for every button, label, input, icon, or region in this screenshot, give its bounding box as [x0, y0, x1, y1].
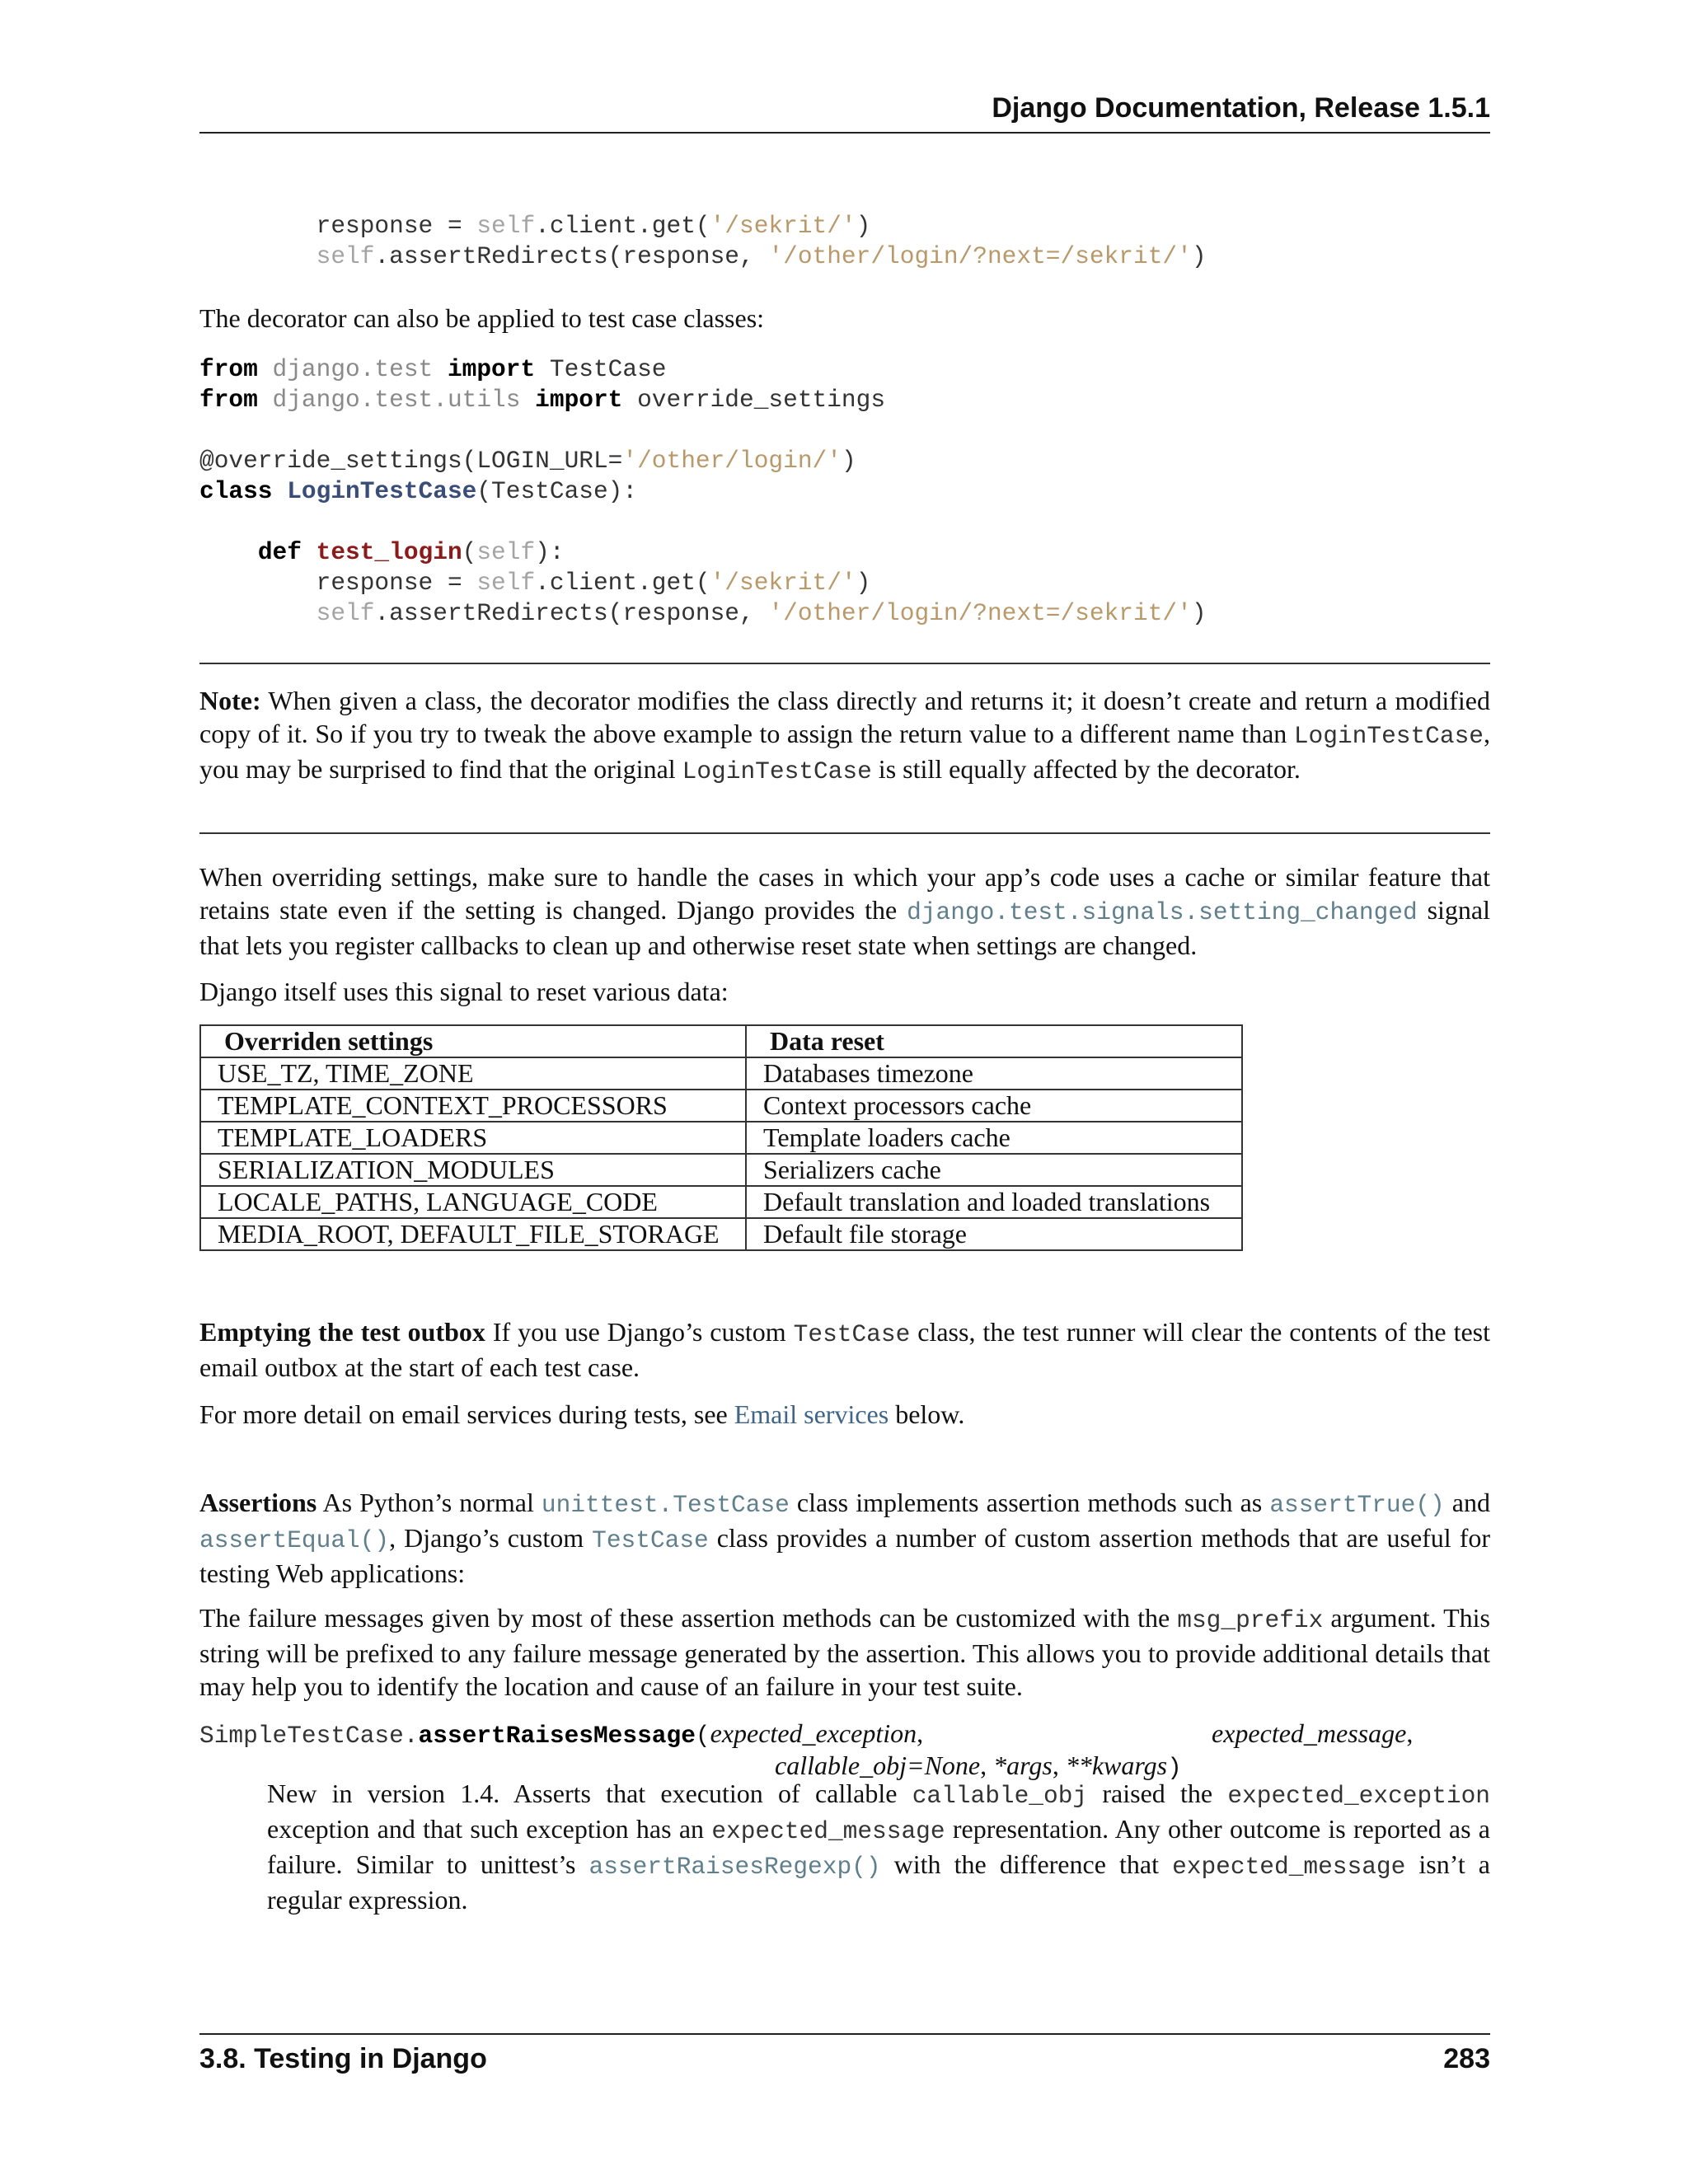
table-row: TEMPLATE_CONTEXT_PROCESSORS Context processors cache [200, 1090, 1242, 1122]
table-row: TEMPLATE_LOADERS Template loaders cache [200, 1122, 1242, 1154]
outbox-heading: Emptying the test outbox [199, 1317, 485, 1347]
paragraph-failure-messages: The failure messages given by most of these assertion methods can be customized with the msg_prefix argument. This string will be prefixed to any failure message generated by the assertion. This allows you to provide additional details that may help you to identify the location and cause of an failure in your test suite. [199, 1603, 1491, 1701]
paragraph-overriding: When overriding settings, make sure to handle the cases in which your app’s code uses a cache or similar feature that retains state even if the setting is changed. Django provides the django.test.signals.setting_changed signal that lets you register callbacks to clean up and otherwise reset state when settings are changed. [199, 862, 1491, 960]
testcase-link[interactable]: TestCase [592, 1526, 709, 1554]
method-description: New in version 1.4. Asserts that execution of callable callable_obj raised the expected_exception exception and that such exception has an expected_message representation. Any other outcome is reported as a failure. Similar to unittest’s assertRaisesRegexp() with the difference that expected_message isn’t a regular expression. [267, 1779, 1491, 1915]
table-row: USE_TZ, TIME_ZONE Databases timezone [200, 1057, 1242, 1090]
column-header: Data reset [746, 1025, 1242, 1057]
code-block-continuation: response = self.client.get('/sekrit/') self.assertRedirects(response, '/other/login/?next=/sekrit/') [316, 212, 1207, 270]
assertions-heading: Assertions [199, 1488, 317, 1517]
page-header [199, 89, 1490, 134]
email-services-link[interactable]: Email services [734, 1399, 889, 1429]
column-header: Overriden settings [200, 1025, 746, 1057]
paragraph-signal: Django itself uses this signal to reset various data: [199, 977, 729, 1006]
unittest-testcase-link[interactable]: unittest.TestCase [541, 1491, 790, 1519]
note-box: Note: When given a class, the decorator modifies the class directly and returns it; it doesn’t create and return a modified copy of it. So if you try to tweak the above example to assign the return value to a different name than LoginTestCase, you may be surprised to find that the original LoginTestCase is still equally affected by the decorator. [199, 686, 1490, 785]
page-number: 283 [1443, 2043, 1490, 2074]
settings-table [199, 1024, 1243, 1251]
method-signature: SimpleTestCase.assertRaisesMessage(expected_exception, expected_message, [199, 1718, 1414, 1750]
note-label: Note: [199, 686, 261, 715]
paragraph-decorator: The decorator can also be applied to test case classes: [199, 303, 765, 333]
page-footer [199, 2033, 1490, 2084]
note-top-rule [199, 663, 1490, 664]
table-row: SERIALIZATION_MODULES Serializers cache [200, 1154, 1242, 1186]
paragraph-email: For more detail on email services during tests, see Email services below. [199, 1399, 965, 1429]
paragraph-outbox: Emptying the test outbox If you use Django’s custom TestCase class, the test runner will clear the contents of the test email outbox at the start of each test case. [199, 1317, 1491, 1382]
header-title: Django Documentation, Release 1.5.1 [992, 92, 1490, 124]
note-bottom-rule [199, 832, 1490, 834]
table-row: LOCALE_PATHS, LANGUAGE_CODE Default translation and loaded translations [200, 1186, 1242, 1218]
table-header-row [200, 1025, 1242, 1057]
assertequal-link[interactable]: assertEqual() [199, 1526, 390, 1554]
setting-changed-link[interactable]: django.test.signals.setting_changed [907, 898, 1418, 926]
code-block-example: from django.test import TestCase from django.test.utils import override_settings @override_settings(LOGIN_URL='/other/login/') class LoginTestCase(TestCase): def test_login(self): response = self.client.get('/sekrit/') self.assertRedirects(response, '/other/login/?next=/sekrit/') [199, 355, 1207, 627]
signature-method-name: assertRaisesMessage [418, 1722, 696, 1750]
table-row: MEDIA_ROOT, DEFAULT_FILE_STORAGE Default file storage [200, 1218, 1242, 1250]
assertraisesregexp-link[interactable]: assertRaisesRegexp() [588, 1853, 881, 1881]
footer-section-title: 3.8. Testing in Django [199, 2043, 487, 2074]
signature-class: SimpleTestCase. [199, 1722, 419, 1750]
method-signature-continued: callable_obj=None, *args, **kwargs) [775, 1750, 1182, 1782]
asserttrue-link[interactable]: assertTrue() [1269, 1491, 1445, 1519]
paragraph-assertions: Assertions As Python’s normal unittest.TestCase class implements assertion methods such as assertTrue() and assertEqual(), Django’s custom TestCase class provides a number of custom assertion methods that are useful for testing Web applications: [199, 1488, 1491, 1588]
